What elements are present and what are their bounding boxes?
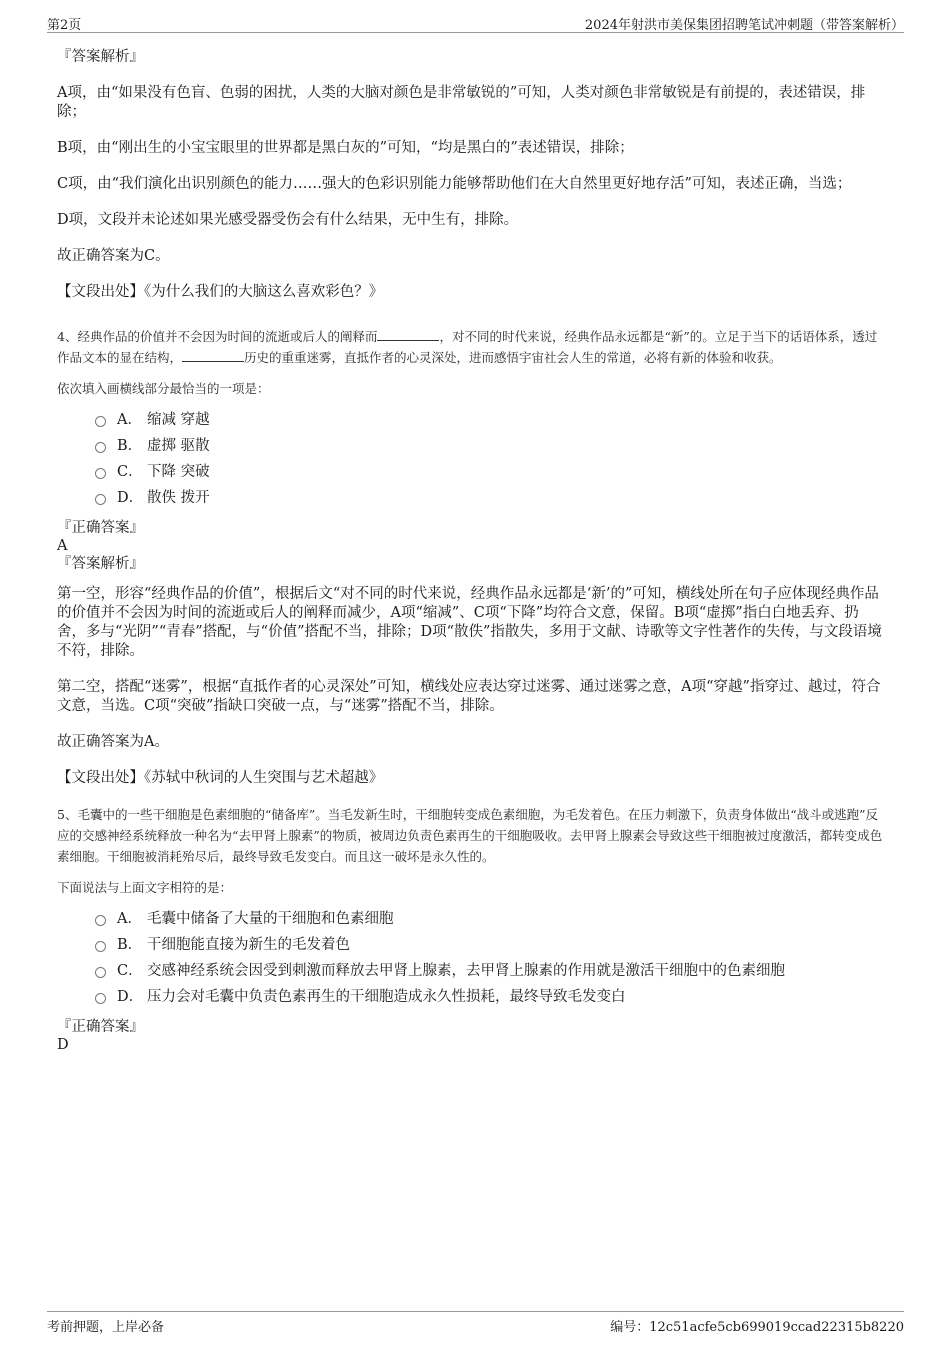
q4-correct-label: 『正确答案』 xyxy=(57,520,144,536)
page-content xyxy=(57,46,885,1054)
radio-icon[interactable] xyxy=(95,416,106,427)
q5-option-d[interactable]: D． 压力会对毛囊中负责色素再生的干细胞造成永久性损耗，最终导致毛发变白 xyxy=(95,984,885,1010)
q5-correct-label: 『正确答案』 xyxy=(57,1019,144,1035)
blank-1 xyxy=(377,328,439,341)
radio-icon[interactable] xyxy=(95,941,106,952)
q4-option-c[interactable]: C． 下降 突破 xyxy=(95,459,885,485)
q5-option-b[interactable]: B． 干细胞能直接为新生的毛发着色 xyxy=(95,932,885,958)
q3-analysis-para: A项，由“如果没有色盲、色弱的困扰，人类的大脑对颜色是非常敏锐的”可知，人类对颜色非常敏锐是有前提的，表述错误，排除； xyxy=(57,85,866,120)
q4-option-d[interactable]: D． 散佚 拨开 xyxy=(95,485,885,511)
q5-option-c[interactable]: C． 交感神经系统会因受到刺激而释放去甲肾上腺素，去甲肾上腺素的作用就是激活干细胞中的色素细胞 xyxy=(95,958,885,984)
q4-analysis-para: 第二空，搭配“迷雾”，根据“直抵作者的心灵深处”可知，横线处应表达穿过迷雾、通过迷雾之意，A项“穿越”指穿过、越过，符合文意，当选。C项“突破”指缺口突破一点，与“迷雾”搭配不当，排除。 xyxy=(57,679,881,714)
radio-icon[interactable] xyxy=(95,468,106,479)
q5-options xyxy=(95,906,885,1010)
q5-prompt: 下面说法与上面文字相符的是： xyxy=(57,880,233,895)
q5-stem: 5、毛囊中的一些干细胞是色素细胞的“储备库”。当毛发新生时，干细胞转变成色素细胞，为毛发着色。在压力刺激下，负责身体做出“战斗或逃跑”反应的交感神经系统释放一种名为“去甲肾上腺素”的物质，被周边负责色素再生的干细胞吸收。去甲肾上腺素会导致这些干细胞被过度激活，都转变成色素细胞。干细胞被消耗殆尽后，最终导致毛发变白。而且这一破坏是永久性的。 xyxy=(57,807,883,864)
q4-answer: 故正确答案为A。 xyxy=(57,734,169,750)
q4-correct-answer: A xyxy=(57,538,68,554)
q3-source: 【文段出处】《为什么我们的大脑这么喜欢彩色？》 xyxy=(57,284,384,300)
q4-option-a[interactable]: A． 缩减 穿越 xyxy=(95,407,885,433)
q4-source: 【文段出处】《苏轼中秋词的人生突围与艺术超越》 xyxy=(57,770,384,786)
radio-icon[interactable] xyxy=(95,442,106,453)
document-title: 2024年射洪市美保集团招聘笔试冲刺题（带答案解析） xyxy=(584,18,904,33)
q4-prompt: 依次填入画横线部分最恰当的一项是： xyxy=(57,381,270,396)
q5-option-a[interactable]: A． 毛囊中储备了大量的干细胞和色素细胞 xyxy=(95,906,885,932)
q3-analysis-label: 『答案解析』 xyxy=(57,49,144,65)
page-number: 第2页 xyxy=(47,18,82,33)
page-header xyxy=(47,14,904,33)
page-footer xyxy=(47,1311,904,1334)
q3-analysis-para: B项，由“刚出生的小宝宝眼里的世界都是黑白灰的”可知，“均是黑白的”表述错误，排除； xyxy=(57,140,634,156)
q4-analysis-para: 第一空，形容“经典作品的价值”，根据后文“对不同的时代来说，经典作品永远都是‘新’的”可知，横线处所在句子应体现经典作品的价值并不会因为时间的流逝或后人的阐释而减少，A项“缩减”、C项“下降”均符合文意，保留。B项“虚掷”指白白地丢弃、扔舍，多与“光阴”“青春”搭配，与“价值”搭配不当，排除；D项“散佚”指散失，多用于文献、诗歌等文字性著作的失传，与文段语境不符，排除。 xyxy=(57,586,882,659)
radio-icon[interactable] xyxy=(95,915,106,926)
radio-icon[interactable] xyxy=(95,993,106,1004)
q4-options xyxy=(95,407,885,511)
q3-analysis-para: C项，由“我们演化出识别颜色的能力……强大的色彩识别能力能够帮助他们在大自然里更好地存活”可知，表述正确，当选； xyxy=(57,176,852,192)
radio-icon[interactable] xyxy=(95,967,106,978)
q5-correct-answer: D xyxy=(57,1037,69,1053)
footer-slogan: 考前押题，上岸必备 xyxy=(47,1320,165,1335)
q3-analysis-para: D项，文段并未论述如果光感受器受伤会有什么结果，无中生有，排除。 xyxy=(57,212,519,228)
document-code: 编号：12c51acfe5cb699019ccad22315b8220 xyxy=(610,1320,904,1335)
q4-analysis-label: 『答案解析』 xyxy=(57,556,144,572)
q4-stem: 4、经典作品的价值并不会因为时间的流逝或后人的阐释而 ，对不同的时代来说，经典作品永远都是“新”的。立足于当下的话语体系，透过作品文本的显在结构， 历史的重重迷雾，直抵作者的心灵深处，进而感悟宇宙社会人生的常道，必将有新的体验和收获。 xyxy=(57,329,878,365)
q3-answer: 故正确答案为C。 xyxy=(57,248,170,264)
q4-option-b[interactable]: B． 虚掷 驱散 xyxy=(95,433,885,459)
radio-icon[interactable] xyxy=(95,494,106,505)
blank-2 xyxy=(182,349,244,362)
